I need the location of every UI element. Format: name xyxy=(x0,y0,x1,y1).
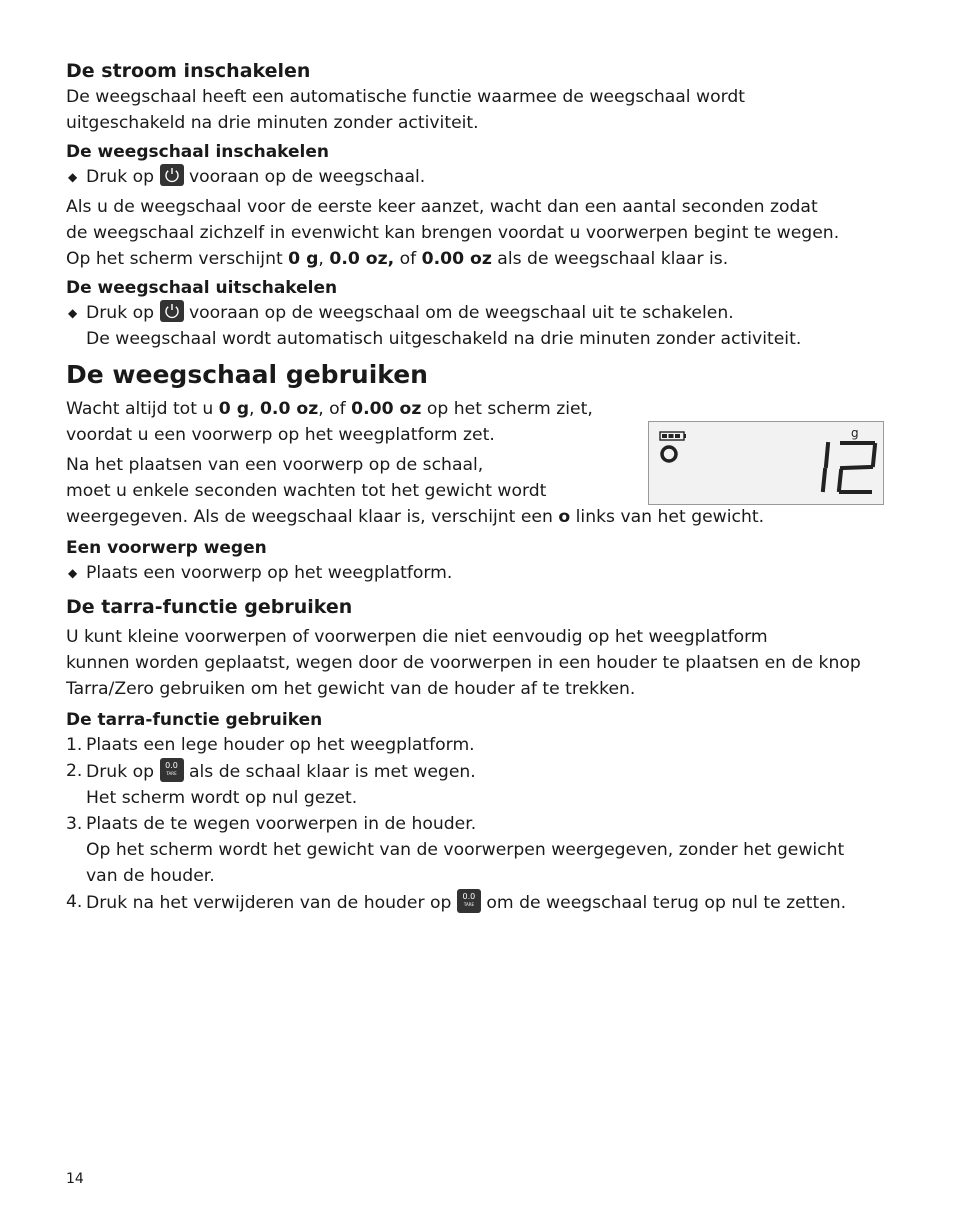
bullet-diamond-icon: ◆ xyxy=(68,306,78,320)
use-paragraph-1: Wacht altijd tot u 0 g, 0.0 oz, of 0.00 oz op het scherm ziet, voordat u een voorwerp op het weegplatform zet. xyxy=(66,399,593,445)
power-intro: De weegschaal heeft een automatische functie waarmee de weegschaal wordt uitgeschakeld na drie minuten zonder activiteit. xyxy=(66,87,746,133)
display-digits xyxy=(823,443,875,492)
bullet-weigh: ◆ Plaats een voorwerp op het weegplatform. xyxy=(66,560,886,586)
tare-button-icon: 0.0 TARE xyxy=(160,758,184,782)
use-paragraph-2: Na het plaatsen van een voorwerp op de schaal, moet u enkele seconden wachten tot het gewicht wordt weergegeven. Als de weegschaal klaar is, verschijnt een o links van het gewicht. xyxy=(66,455,765,527)
power-button-icon xyxy=(160,300,184,322)
step-2: 2. Druk op 0.0 TARE als de schaal klaar is met wegen. Het scherm wordt op nul gezet. xyxy=(66,758,886,811)
step-1: 1. Plaats een lege houder op het weegplatform. xyxy=(66,735,475,755)
heading-tare: De tarra-functie gebruiken xyxy=(66,596,353,618)
heading-power-on: De weegschaal inschakelen xyxy=(66,142,330,162)
battery-icon xyxy=(660,432,686,440)
heading-power: De stroom inschakelen xyxy=(66,60,311,82)
step-3: 3. Plaats de te wegen voorwerpen in de houder. Op het scherm wordt het gewicht van de voorwerpen weergegeven, zonder het gewicht van de houder. xyxy=(66,814,845,886)
power-button-icon xyxy=(160,164,184,186)
page-number: 14 xyxy=(66,1171,84,1187)
display-unit: g xyxy=(851,426,859,440)
heading-weigh: Een voorwerp wegen xyxy=(66,538,267,558)
bullet-power-off: ◆ Druk op vooraan op de weegschaal om de weegschaal uit te schakelen. xyxy=(66,300,886,326)
bullet-diamond-icon: ◆ xyxy=(68,170,78,184)
tare-button-icon: 0.0 TARE xyxy=(457,889,481,913)
heading-tare-steps: De tarra-functie gebruiken xyxy=(66,710,323,730)
step-4: 4. Druk na het verwijderen van de houder op 0.0 TARE om de weegschaal terug op nul te zetten. xyxy=(66,889,886,916)
power-off-note: De weegschaal wordt automatisch uitgeschakeld na drie minuten zonder activiteit. xyxy=(86,329,802,349)
tare-intro: U kunt kleine voorwerpen of voorwerpen die niet eenvoudig op het weegplatform kunnen worden geplaatst, wegen door de voorwerpen in een houder te plaatsen en de knop Tarra/Zero gebruiken om het gewicht van de houder af te trekken. xyxy=(66,627,861,699)
scale-display-illustration xyxy=(648,421,884,505)
stable-indicator-icon xyxy=(662,447,676,461)
bullet-diamond-icon: ◆ xyxy=(68,566,78,580)
heading-use: De weegschaal gebruiken xyxy=(66,360,428,389)
heading-power-off: De weegschaal uitschakelen xyxy=(66,278,338,298)
bullet-power-on: ◆ Druk op vooraan op de weegschaal. xyxy=(66,164,886,190)
power-on-info: Als u de weegschaal voor de eerste keer aanzet, wacht dan een aantal seconden zodat de weegschaal zichzelf in evenwicht kan brengen voordat u voorwerpen begint te wegen. Op het scherm verschijnt 0 g, 0.0 oz, of 0.00 oz als de weegschaal klaar is. xyxy=(66,197,840,269)
stable-symbol: o xyxy=(558,507,571,527)
